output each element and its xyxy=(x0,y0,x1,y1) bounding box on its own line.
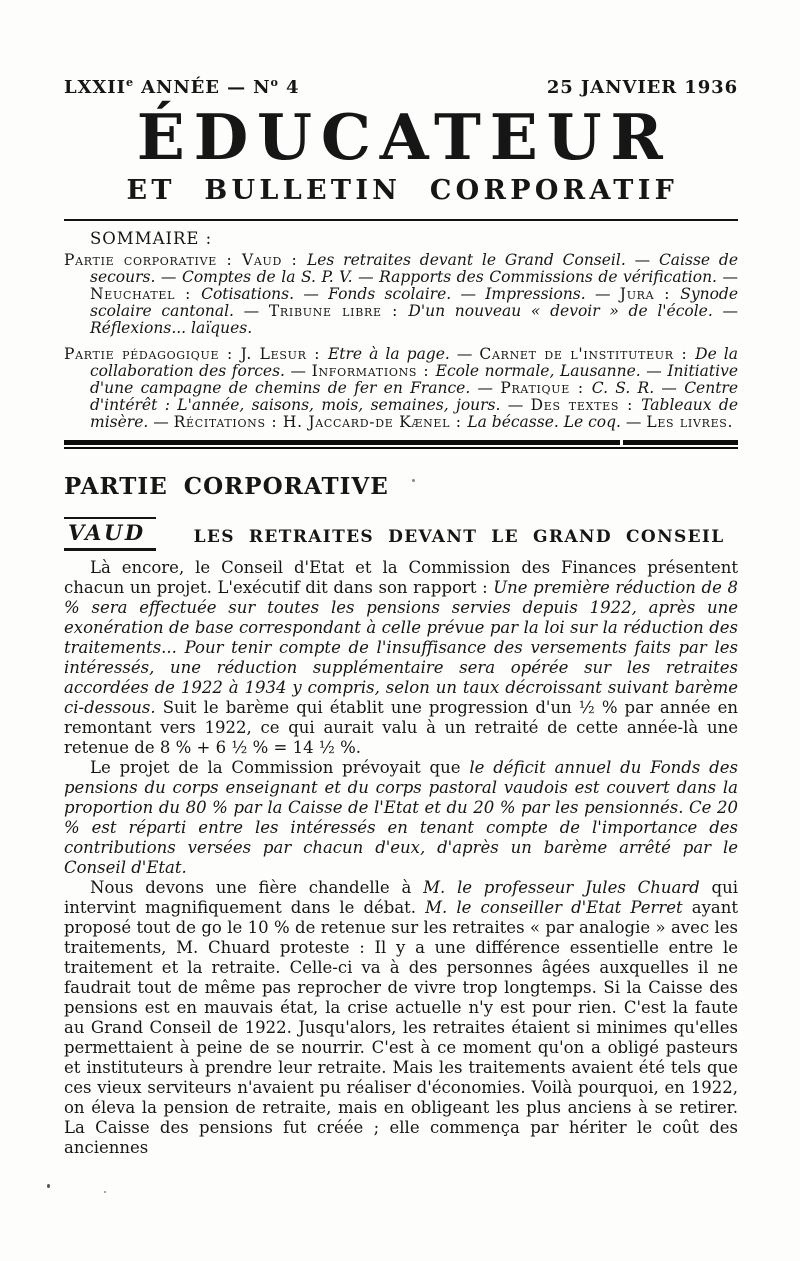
scan-speck xyxy=(104,1191,106,1193)
publication-title: ÉDUCATEUR xyxy=(136,100,672,174)
article-title: LES RETRAITES DEVANT LE GRAND CONSEIL xyxy=(193,527,725,547)
article-header xyxy=(64,517,738,551)
article-paragraph-2: Le projet de la Commission prévoyait que le déficit annuel du Fonds des pensions du corps enseignant et du corps pastoral vaudois est couvert dans la proportion du 80 % par la Caisse de l'Etat et du 20 % par les pensionnés. Ce 20 % est réparti entre les intéressés en tenant compte de l'importance des contributions versées par chacun d'eux, d'après un barème arrêté par le Conseil d'Etat. xyxy=(64,758,738,877)
scan-speck xyxy=(47,1184,50,1188)
publication-subtitle: ET BULLETIN CORPORATIF xyxy=(126,175,679,206)
section-divider-rule xyxy=(64,440,738,449)
section-heading: PARTIE CORPORATIVE xyxy=(64,473,389,500)
canton-label: VAUD xyxy=(64,517,156,551)
sommaire-item-pedagogique: Partie pédagogique : J. Lesur : Etre à la page. — Carnet de l'instituteur : De la collaboration des forces. — Informations : Ecole normale, Lausanne. — Initiative d'une campagne de chemins de fer en France. — Pratique : C. S. R. — Centre d'intérêt : L'année, saisons, mois, semaines, jours. — Des textes : Tableaux de misère. — Récitations : H. Jaccard-de Kænel : La bécasse. Le coq. — Les livres. xyxy=(64,345,739,431)
sommaire-item-corporative: Partie corporative : Vaud : Les retraites devant le Grand Conseil. — Caisse de secours. — Comptes de la S. P. V. — Rapports des Commissions de vérification. — Neuchatel : Cotisations. — Fonds scolaire. — Impressions. — Jura : Synode scolaire cantonal. — Tribune libre : D'un nouveau « devoir » de l'école. — Réflexions... laïques. xyxy=(64,251,739,337)
masthead-meta-row xyxy=(64,76,738,98)
article-body xyxy=(64,558,738,1158)
sommaire-heading: SOMMAIRE : xyxy=(90,229,213,248)
article-paragraph-3: Nous devons une fière chandelle à M. le professeur Jules Chuard qui intervint magnifiquement dans le débat. M. le conseiller d'Etat Perret ayant proposé tout de go le 10 % de retenue sur les retraites « par analogie » avec les traitements, M. Chuard proteste : Il y a une différence essentielle entre le traitement et la retraite. Celle-ci va à des personnes âgées auxquelles il ne faudrait tout de même pas reprocher de vivre trop longtemps. Si la Caisse des pensions est en mauvais état, la crise actuelle n'y est pour rien. C'est la faute au Grand Conseil de 1922. Jusqu'alors, les retraites étaient si minimes qu'elles permettaient à peine de se nourrir. C'est à ce moment qu'on a obligé pasteurs et instituteurs à prendre leur retraite. Mais les traitements avaient été tels que ces vieux serviteurs n'avaient pu réaliser d'économies. Voilà pourquoi, en 1922, on éleva la pension de retraite, mais en obligeant les plus anciens à se retirer. La Caisse des pensions fut créée ; elle commença par hériter le coût des anciennes xyxy=(64,878,739,1157)
scan-speck xyxy=(412,479,415,482)
issue-date: 25 JANVIER 1936 xyxy=(546,77,738,98)
rule-print-gap xyxy=(620,439,623,446)
issue-number: LXXIIe ANNÉE — $N^o$ 4 xyxy=(64,76,300,98)
masthead-rule xyxy=(64,219,738,221)
sommaire-section xyxy=(64,229,738,431)
article-paragraph-1: Là encore, le Conseil d'Etat et la Commission des Finances présentent chacun un projet. L'exécutif dit dans son rapport : Une première réduction de 8 % sera effectuée sur toutes les pensions servies depuis 1922, après une exonération de base correspondant à celle prévue par la loi sur la réduction des traitements... Pour tenir compte de l'insuffisance des versements faits par les intéressés, une réduction supplémentaire sera opérée sur les retraites accordées de 1922 à 1934 y compris, selon un taux décroissant suivant barème ci-dessous. Suit le barème qui établit une progression d'un ½ % par année en remontant vers 1922, ce qui aurait valu à un retraité de cette année-là une retenue de 8 % + 6 ½ % = 14 ½ %. xyxy=(64,558,738,757)
